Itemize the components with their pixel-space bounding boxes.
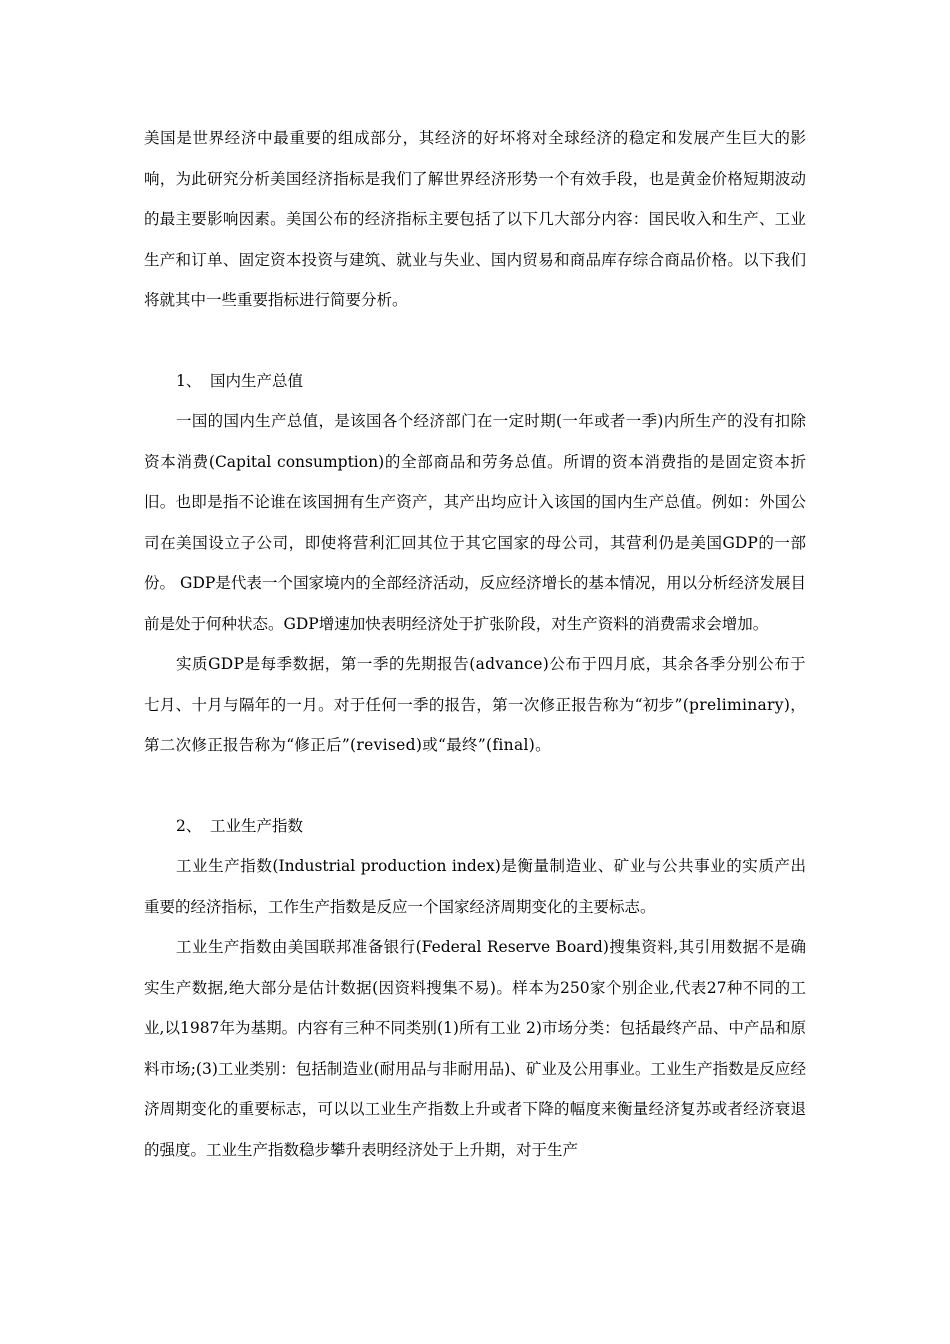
section-1-paragraph-1: 一国的国内生产总值，是该国各个经济部门在一定时期(一年或者一季)内所生产的没有扣除资本消费(Capital consumption)的全部商品和劳务总值。所谓的资本消费指的是固定资本折旧。也即是指不论谁在该国拥有生产资产，其产出均应计入该国的国内生产总值。例如：外国公司在美国设立子公司，即使将营利汇回其位于其它国家的母公司，其营利仍是美国GDP的一部份。 GDP是代表一个国家境内的全部经济活动，反应经济增长的基本情况，用以分析经济发展目前是处于何种状态。GDP增速加快表明经济处于扩张阶段，对生产资料的消费需求会增加。 bbox=[144, 412, 806, 633]
section-title: 工业生产指数 bbox=[210, 816, 304, 835]
section-spacer bbox=[144, 766, 806, 806]
section-2-paragraph-1: 工业生产指数(Industrial production index)是衡量制造业、矿业与公共事业的实质产出重要的经济指标，工作生产指数是反应一个国家经济周期变化的主要标志。 bbox=[144, 857, 806, 916]
section-number: 1、 bbox=[176, 371, 202, 390]
section-number: 2、 bbox=[176, 816, 202, 835]
section-spacer bbox=[144, 321, 806, 361]
intro-paragraph: 美国是世界经济中最重要的组成部分，其经济的好坏将对全球经济的稳定和发展产生巨大的影响，为此研究分析美国经济指标是我们了解世界经济形势一个有效手段，也是黄金价格短期波动的最主要影响因素。美国公布的经济指标主要包括了以下几大部分内容：国民收入和生产、工业生产和订单、固定资本投资与建筑、就业与失业、国内贸易和商品库存综合商品价格。以下我们将就其中一些重要指标进行简要分析。 bbox=[144, 129, 806, 309]
section-2-paragraph-2: 工业生产指数由美国联邦准备银行(Federal Reserve Board)搜集资料,其引用数据不是确实生产数据,绝大部分是估计数据(因资料搜集不易)。样本为250家个别企业,代表27种不同的工业,以1987年为基期。内容有三种不同类别(1)所有工业 2)市场分类：包括最终产品、中产品和原料市场;(3)工业类别：包括制造业(耐用品与非耐用品)、矿业及公用事业。工业生产指数是反应经济周期变化的重要标志，可以以工业生产指数上升或者下降的幅度来衡量经济复苏或者经济衰退的强度。工业生产指数稳步攀升表明经济处于上升期，对于生产 bbox=[144, 938, 806, 1159]
document-body bbox=[144, 118, 806, 1170]
section-heading-2 bbox=[144, 806, 806, 847]
section-title: 国内生产总值 bbox=[210, 371, 304, 390]
section-heading-1 bbox=[144, 361, 806, 402]
section-1-paragraph-2: 实质GDP是每季数据，第一季的先期报告(advance)公布于四月底，其余各季分别公布于七月、十月与隔年的一月。对于任何一季的报告，第一次修正报告称为“初步”(preliminary)，第二次修正报告称为“修正后”(revised)或“最终”(final)。 bbox=[144, 655, 806, 754]
